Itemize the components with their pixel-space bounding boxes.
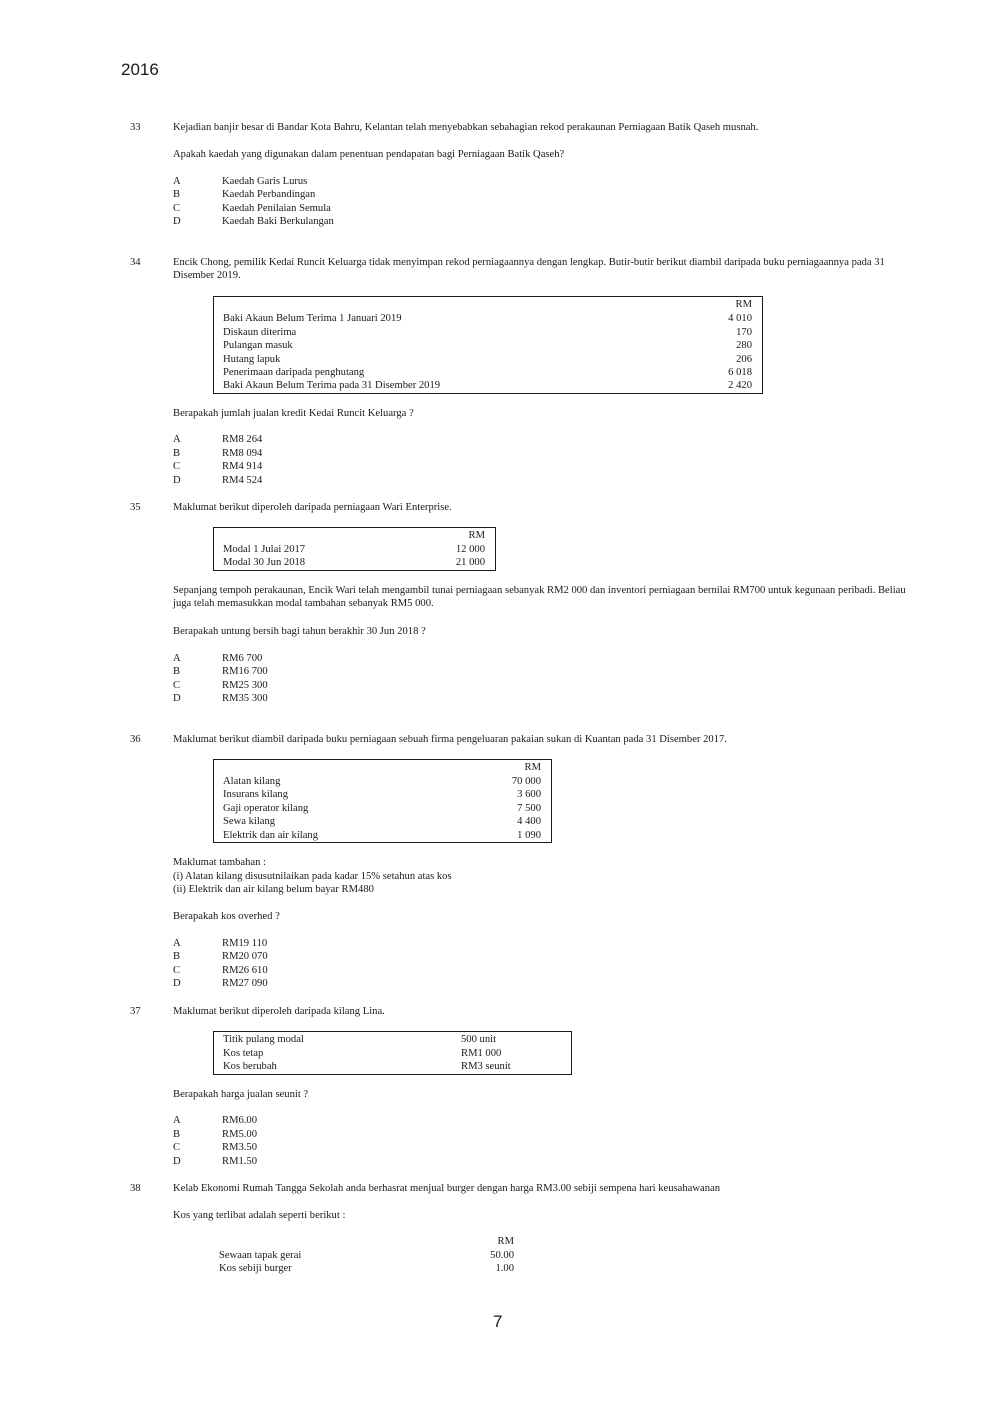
question-subtext: Kos yang terlibat adalah seperti berikut : <box>173 1210 346 1221</box>
cost-table <box>219 1235 514 1277</box>
table-row <box>223 1047 561 1060</box>
option-text: RM1.50 <box>222 1155 258 1167</box>
row-value: 4 400 <box>517 816 541 827</box>
row-value: 1 090 <box>517 829 541 841</box>
row-value: 12 000 <box>455 543 485 555</box>
question-number: 38 <box>130 1183 141 1194</box>
question-stem: Kejadian banjir besar di Bandar Kota Bahru, Kelantan telah menyebabkan sebahagian rekod perakaunan Perniagaan Batik Qaseh musnah. <box>173 122 759 133</box>
table-row <box>223 543 485 556</box>
row-label: Hutang lapuk <box>223 353 281 365</box>
row-label: Modal 30 Jun 2018 <box>223 557 306 568</box>
option-letter: B <box>173 447 181 459</box>
table-row <box>223 312 752 325</box>
question-stem: Maklumat berikut diambil daripada buku perniagaan sebuah firma pengeluaran pakaian sukan di Kuantan pada 31 Disember 2017. <box>173 734 727 745</box>
table-row <box>223 353 752 366</box>
option-letter: D <box>173 693 181 704</box>
table-row <box>223 366 752 379</box>
option-text: RM19 110 <box>222 938 268 949</box>
currency-header: RM <box>468 530 485 541</box>
question-number: 37 <box>130 1006 141 1017</box>
option-letter: D <box>173 1155 181 1167</box>
question-prompt: Berapakah kos overhed ? <box>173 911 280 922</box>
table-row <box>223 339 752 352</box>
row-value: 170 <box>736 326 752 338</box>
row-label: Baki Akaun Belum Terima 1 Januari 2019 <box>223 313 402 324</box>
option-text: Kaedah Penilaian Semula <box>222 202 331 214</box>
question-prompt: Apakah kaedah yang digunakan dalam penentuan pendapatan bagi Perniagaan Batik Qaseh? <box>173 149 565 160</box>
row-label: Modal 1 Julai 2017 <box>223 543 306 555</box>
row-label: Sewa kilang <box>223 816 276 827</box>
row-label: Elektrik dan air kilang <box>223 829 319 841</box>
option-letter: C <box>173 964 181 976</box>
option-text: RM26 610 <box>222 964 268 976</box>
option-text: RM5.00 <box>222 1128 258 1140</box>
option-letter: A <box>173 1115 181 1126</box>
option-text: RM16 700 <box>222 666 268 677</box>
row-label: Titik pulang modal <box>223 1034 304 1045</box>
question-stem: Maklumat berikut diperoleh daripada perniagaan Wari Enterprise. <box>173 502 452 513</box>
option-text: RM35 300 <box>222 693 268 704</box>
table-row <box>223 775 541 788</box>
data-table <box>213 1031 572 1075</box>
table-row <box>223 802 541 815</box>
data-table <box>213 759 552 843</box>
data-table <box>213 527 496 571</box>
option-text: RM8 094 <box>222 447 263 459</box>
row-value: 280 <box>736 340 752 351</box>
table-row <box>223 788 541 801</box>
row-value: 7 500 <box>517 802 541 814</box>
additional-info-title: Maklumat tambahan : <box>173 857 266 868</box>
table-row <box>219 1262 514 1275</box>
table-row <box>219 1249 514 1262</box>
row-value: 500 unit <box>461 1034 497 1045</box>
table-header-row <box>223 529 485 542</box>
row-label: Kos tetap <box>223 1047 264 1059</box>
row-value: 3 600 <box>517 789 541 800</box>
option-letter: B <box>173 666 181 677</box>
option-text: RM6.00 <box>222 1115 258 1126</box>
table-header-row <box>223 761 541 774</box>
row-label: Sewaan tapak gerai <box>219 1249 302 1261</box>
page-year: 2016 <box>121 60 159 79</box>
row-value: 50.00 <box>490 1249 514 1261</box>
question-prompt: Berapakah untung bersih bagi tahun berakhir 30 Jun 2018 ? <box>173 626 426 637</box>
row-value: 21 000 <box>455 557 485 568</box>
row-value: 70 000 <box>511 775 541 787</box>
option-letter: B <box>173 1128 181 1140</box>
option-text: RM25 300 <box>222 679 268 691</box>
row-label: Kos sebiji burger <box>219 1263 292 1274</box>
row-label: Diskaun diterima <box>223 326 297 338</box>
option-letter: C <box>173 202 181 214</box>
page-number: 7 <box>493 1312 503 1331</box>
currency-header: RM <box>497 1236 514 1247</box>
option-text: RM4 524 <box>222 474 263 486</box>
additional-info-item: (i) Alatan kilang disusutnilaikan pada kadar 15% setahun atas kos <box>173 870 452 882</box>
question-stem: Kelab Ekonomi Rumah Tangga Sekolah anda berhasrat menjual burger dengan harga RM3.00 sebiji sempena hari keusahawanan <box>173 1183 721 1194</box>
row-label: Kos berubah <box>223 1061 277 1072</box>
question-stem: Encik Chong, pemilik Kedai Runcit Keluarga tidak menyimpan rekod perniagaannya dengan lengkap. Butir-butir berikut diambil daripada buku perniagaannya pada 31 Disember 2019. <box>173 257 885 282</box>
question-prompt: Berapakah jumlah jualan kredit Kedai Runcit Keluarga ? <box>173 408 414 419</box>
row-value: 6 018 <box>728 367 752 378</box>
option-text: Kaedah Baki Berkulangan <box>222 216 334 227</box>
option-letter: B <box>173 951 181 962</box>
data-table <box>213 296 763 394</box>
currency-header: RM <box>524 762 541 773</box>
table-row <box>223 556 485 569</box>
option-letter: A <box>173 653 181 664</box>
question-number: 35 <box>130 502 141 513</box>
option-letter: A <box>173 434 181 445</box>
table-header-row <box>223 298 752 311</box>
question-stem: Maklumat berikut diperoleh daripada kilang Lina. <box>173 1006 385 1017</box>
row-value: 2 420 <box>728 380 752 391</box>
row-value: 206 <box>736 353 752 365</box>
option-text: RM20 070 <box>222 951 268 962</box>
option-text: Kaedah Garis Lurus <box>222 176 308 187</box>
option-letter: D <box>173 978 181 989</box>
row-label: Pulangan masuk <box>223 340 293 351</box>
option-letter: C <box>173 461 181 472</box>
option-text: RM8 264 <box>222 434 263 445</box>
option-text: RM4 914 <box>222 461 263 472</box>
table-row <box>223 815 541 828</box>
option-letter: C <box>173 1142 181 1153</box>
option-text: RM3.50 <box>222 1142 258 1153</box>
option-text: Kaedah Perbandingan <box>222 189 316 200</box>
option-letter: C <box>173 679 181 691</box>
question-number: 34 <box>130 257 141 268</box>
question-paragraph: Sepanjang tempoh perakaunan, Encik Wari telah mengambil tunai perniagaan sebanyak RM2 000 dan inventori perniagaan bernilai RM700 untuk kegunaan peribadi. Beliau juga telah memasukkan modal tambahan sebanyak RM5 000. <box>173 585 906 610</box>
table-row <box>223 379 752 392</box>
currency-header: RM <box>735 299 752 310</box>
table-row <box>223 1033 561 1046</box>
option-text: RM6 700 <box>222 653 263 664</box>
option-letter: B <box>173 189 181 200</box>
row-label: Baki Akaun Belum Terima pada 31 Disember 2019 <box>223 380 441 391</box>
row-label: Alatan kilang <box>223 775 281 787</box>
table-row <box>223 1060 561 1073</box>
option-letter: D <box>173 216 181 227</box>
question-number: 33 <box>130 122 141 133</box>
table-row <box>223 829 541 842</box>
option-letter: D <box>173 474 181 486</box>
table-header-row <box>219 1235 514 1248</box>
row-label: Gaji operator kilang <box>223 802 309 814</box>
additional-info-item: (ii) Elektrik dan air kilang belum bayar RM480 <box>173 884 374 895</box>
row-label: Insurans kilang <box>223 789 289 800</box>
row-value: 1.00 <box>495 1263 514 1274</box>
question-prompt: Berapakah harga jualan seunit ? <box>173 1089 309 1100</box>
row-value: RM1 000 <box>461 1047 502 1059</box>
row-value: RM3 seunit <box>461 1061 511 1072</box>
table-row <box>223 326 752 339</box>
option-letter: A <box>173 176 181 187</box>
row-label: Penerimaan daripada penghutang <box>223 367 365 378</box>
question-number: 36 <box>130 734 141 745</box>
option-letter: A <box>173 938 181 949</box>
row-value: 4 010 <box>728 313 752 324</box>
option-text: RM27 090 <box>222 978 268 989</box>
